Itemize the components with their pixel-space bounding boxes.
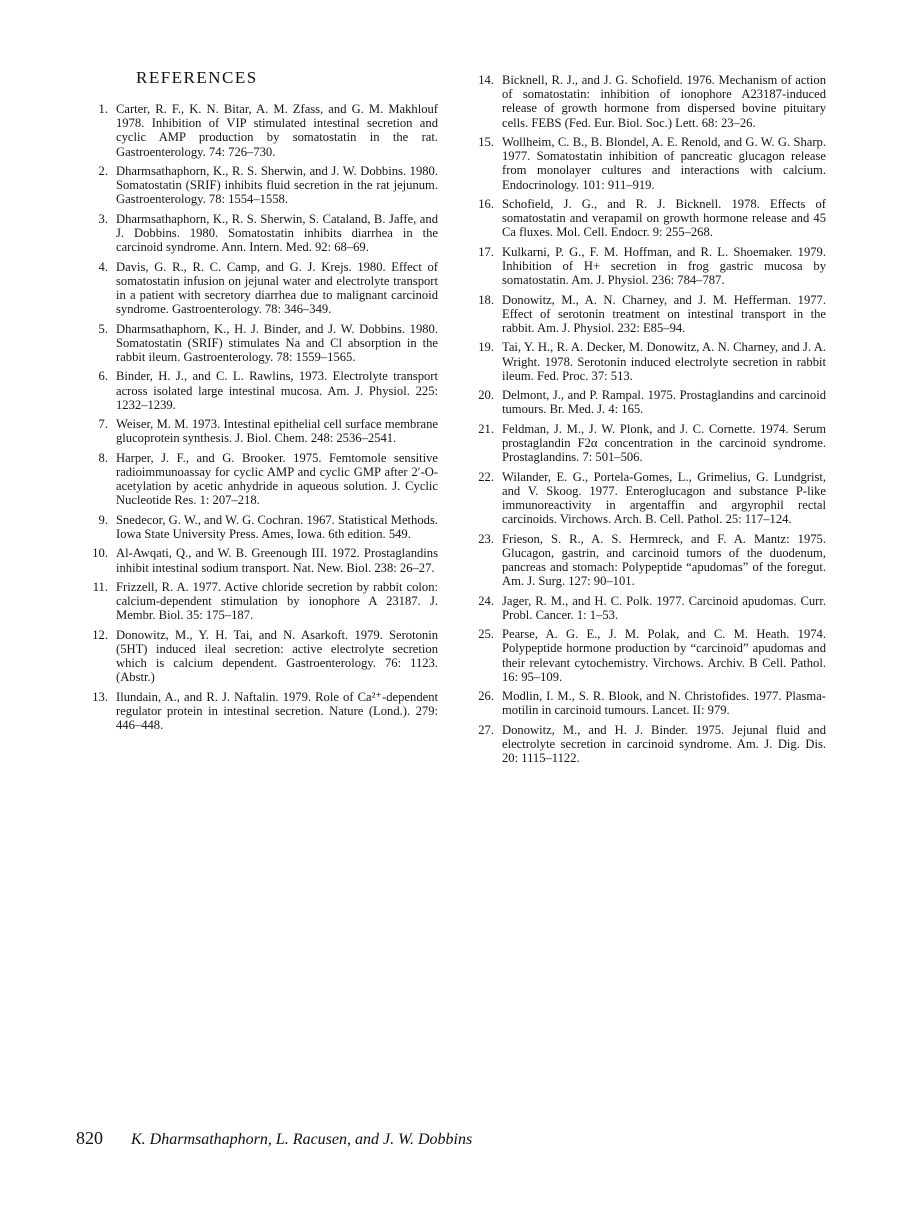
reference-number: 22. (478, 469, 494, 484)
reference-number: 8. (98, 450, 108, 465)
page-footer (76, 1128, 472, 1149)
reference-text: Snedecor, G. W., and W. G. Cochran. 1967. Statistical Methods. Iowa State University Press. Ames, Iowa. 6th edition. 549. (116, 512, 438, 541)
reference-item (474, 422, 826, 465)
reference-item (474, 627, 826, 684)
reference-number: 3. (98, 211, 108, 226)
reference-item (474, 197, 826, 240)
reference-item (474, 340, 826, 383)
reference-item (88, 369, 438, 412)
reference-text: Tai, Y. H., R. A. Decker, M. Donowitz, A. N. Charney, and J. A. Wright. 1978. Serotonin induced electrolyte secretion in rabbit ileum. Fed. Proc. 37: 513. (502, 340, 826, 383)
reference-number: 14. (478, 73, 494, 87)
reference-text: Dharmsathaphorn, K., R. S. Sherwin, S. Cataland, B. Jaffe, and J. Dobbins. 1980. Somatostatin inhibits diarrhea in the carcinoid syndrome. Ann. Intern. Med. 92: 68–69. (116, 211, 438, 255)
reference-text: Donowitz, M., and H. J. Binder. 1975. Jejunal fluid and electrolyte secretion in carcinoid syndrome. Am. J. Dig. Dis. 20: 1115–1122. (502, 722, 826, 766)
reference-item (474, 293, 826, 336)
reference-number: 20. (478, 388, 494, 403)
reference-text: Ilundain, A., and R. J. Naftalin. 1979. Role of Ca²⁺-dependent regulator protein in intestinal secretion. Nature (Lond.). 279: 446–448. (116, 689, 438, 733)
reference-number: 7. (98, 417, 108, 432)
page-number: 820 (76, 1128, 103, 1148)
reference-item (88, 513, 438, 541)
references-heading: REFERENCES (136, 68, 258, 87)
reference-item (88, 322, 438, 365)
reference-text: Wollheim, C. B., B. Blondel, A. E. Renold, and G. W. G. Sharp. 1977. Somatostatin inhibition of pancreatic glucagon release from monolayer cultures and interactions with calcium. Endocrinology. 101: 911–919. (502, 135, 826, 192)
reference-number: 21. (478, 421, 494, 436)
reference-item (88, 690, 438, 733)
reference-text: Bicknell, R. J., and J. G. Schofield. 1976. Mechanism of action of somatostatin: inhibition of ionophore A23187-induced release of growth hormone from dispersed bovine pituitary cells. FEBS (Fed. Eur. Biol. Soc.) Lett. 68: 23–26. (502, 73, 826, 130)
reference-number: 9. (98, 512, 108, 527)
reference-number: 13. (92, 689, 108, 704)
reference-text: Feldman, J. M., J. W. Plonk, and J. C. Cornette. 1974. Serum prostaglandin F2α concentration in the carcinoid syndrome. Prostaglandins. 7: 501–506. (502, 421, 826, 465)
reference-number: 17. (478, 244, 494, 259)
reference-number: 18. (478, 292, 494, 307)
reference-item (88, 628, 438, 685)
reference-number: 12. (92, 627, 108, 642)
reference-text: Donowitz, M., A. N. Charney, and J. M. Hefferman. 1977. Effect of serotonin treatment on intestinal transport in the rabbit. Am. J. Physiol. 232: E85–94. (502, 292, 826, 335)
reference-item (474, 388, 826, 416)
reference-item (474, 73, 826, 130)
reference-number: 16. (478, 197, 494, 211)
reference-item (88, 102, 438, 159)
reference-number: 1. (98, 102, 108, 116)
reference-text: Carter, R. F., K. N. Bitar, A. M. Zfass, and G. M. Makhlouf 1978. Inhibition of VIP stimulated intestinal secretion and cyclic AMP production by somatostatin in the rat. Gastroenterology. 74: 726–730. (116, 102, 438, 159)
references-list-right (474, 73, 826, 771)
reference-item (474, 135, 826, 192)
reference-number: 4. (98, 259, 108, 274)
reference-number: 11. (92, 579, 108, 594)
reference-item (88, 451, 438, 508)
reference-text: Binder, H. J., and C. L. Rawlins, 1973. Electrolyte transport across isolated large intestinal mucosa. Am. J. Physiol. 225: 1232–1239. (116, 369, 438, 412)
reference-number: 19. (478, 340, 494, 355)
reference-item (88, 212, 438, 255)
reference-item (88, 164, 438, 207)
reference-text: Kulkarni, P. G., F. M. Hoffman, and R. L. Shoemaker. 1979. Inhibition of H+ secretion in frog gastric mucosa by somatostatin. Am. J. Physiol. 236: 784–787. (502, 244, 826, 288)
reference-text: Davis, G. R., R. C. Camp, and G. J. Krejs. 1980. Effect of somatostatin infusion on jejunal water and electrolyte transport in a patient with secretory diarrhea due to malignant carcinoid syndrome. Gastroenterology. 78: 346–349. (116, 259, 438, 317)
running-authors: K. Dharmsathaphorn, L. Racusen, and J. W. Dobbins (131, 1131, 473, 1148)
reference-text: Pearse, A. G. E., J. M. Polak, and C. M. Heath. 1974. Polypeptide hormone production by “carcinoid” apudomas and their relevant cytochemistry. Virchows. Archiv. B Cell. Pathol. 16: 95–109. (502, 627, 826, 684)
reference-number: 10. (92, 546, 108, 561)
reference-item (474, 245, 826, 288)
reference-text: Donowitz, M., Y. H. Tai, and N. Asarkoft. 1979. Serotonin (5HT) induced ileal secretion: active electrolyte secretion which is calcium dependent. Gastroenterology. 76: 1123. (Abstr.) (116, 627, 438, 685)
reference-number: 15. (478, 135, 494, 149)
reference-item (474, 532, 826, 589)
reference-item (474, 723, 826, 766)
reference-number: 23. (478, 531, 494, 546)
reference-text: Frieson, S. R., A. S. Hermreck, and F. A. Mantz: 1975. Glucagon, gastrin, and carcinoid tumors of the duodenum, pancreas and stomach: Polypeptide “apudomas” of the foregut. Am. J. Surg. 127: 90–101. (502, 531, 826, 589)
reference-text: Frizzell, R. A. 1977. Active chloride secretion by rabbit colon: calcium-dependent stimulation by ionophore A 23187. J. Membr. Biol. 35: 175–187. (116, 579, 438, 623)
reference-item (88, 580, 438, 623)
reference-number: 27. (478, 722, 494, 737)
reference-number: 5. (98, 321, 108, 336)
reference-number: 2. (98, 164, 108, 178)
reference-text: Wilander, E. G., Portela-Gomes, L., Grimelius, G. Lundgrist, and V. Skoog. 1977. Enteroglucagon and substance P-like immunoreactivity in argentaffin and argyrophil rectal carcinoids. Virchows. Arch. B. Cell. Pathol. 25: 117–124. (502, 469, 826, 527)
reference-number: 26. (478, 689, 494, 704)
reference-text: Weiser, M. M. 1973. Intestinal epithelial cell surface membrane glucoprotein synthesis. J. Biol. Chem. 248: 2536–2541. (116, 417, 438, 446)
reference-text: Delmont, J., and P. Rampal. 1975. Prostaglandins and carcinoid tumours. Br. Med. J. 4: 165. (502, 388, 826, 417)
reference-text: Dharmsathaphorn, K., R. S. Sherwin, and J. W. Dobbins. 1980. Somatostatin (SRIF) inhibits fluid secretion in the rat jejunum. Gastroenterology. 78: 1554–1558. (116, 164, 438, 207)
reference-text: Jager, R. M., and H. C. Polk. 1977. Carcinoid apudomas. Curr. Probl. Cancer. 1: 1–53. (502, 593, 826, 622)
reference-text: Harper, J. F., and G. Brooker. 1975. Femtomole sensitive radioimmunoassay for cyclic AMP and cyclic GMP after 2′-O-acetylation by acetic anhydride in aqueous solution. J. Cyclic Nucleotide Res. 1: 207–218. (116, 450, 438, 508)
reference-text: Schofield, J. G., and R. J. Bicknell. 1978. Effects of somatostatin and verapamil on growth hormone release and 45 Ca fluxes. Mol. Cell. Endocr. 9: 255–268. (502, 197, 826, 240)
references-list-left (88, 102, 438, 738)
reference-number: 6. (98, 369, 108, 384)
reference-text: Dharmsathaphorn, K., H. J. Binder, and J. W. Dobbins. 1980. Somatostatin (SRIF) stimulates Na and Cl absorption in the rabbit ileum. Gastroenterology. 78: 1559–1565. (116, 321, 438, 364)
reference-text: Modlin, I. M., S. R. Blook, and N. Christofides. 1977. Plasma-motilin in carcinoid tumours. Lancet. II: 979. (502, 689, 826, 718)
reference-text: Al-Awqati, Q., and W. B. Greenough III. 1972. Prostaglandins inhibit intestinal sodium transport. Nat. New. Biol. 238: 26–27. (116, 546, 438, 575)
reference-number: 24. (478, 593, 494, 608)
reference-item (88, 546, 438, 574)
reference-item (474, 470, 826, 527)
reference-item (88, 417, 438, 445)
reference-number: 25. (478, 627, 494, 642)
reference-item (474, 689, 826, 717)
reference-item (474, 594, 826, 622)
reference-item (88, 260, 438, 317)
